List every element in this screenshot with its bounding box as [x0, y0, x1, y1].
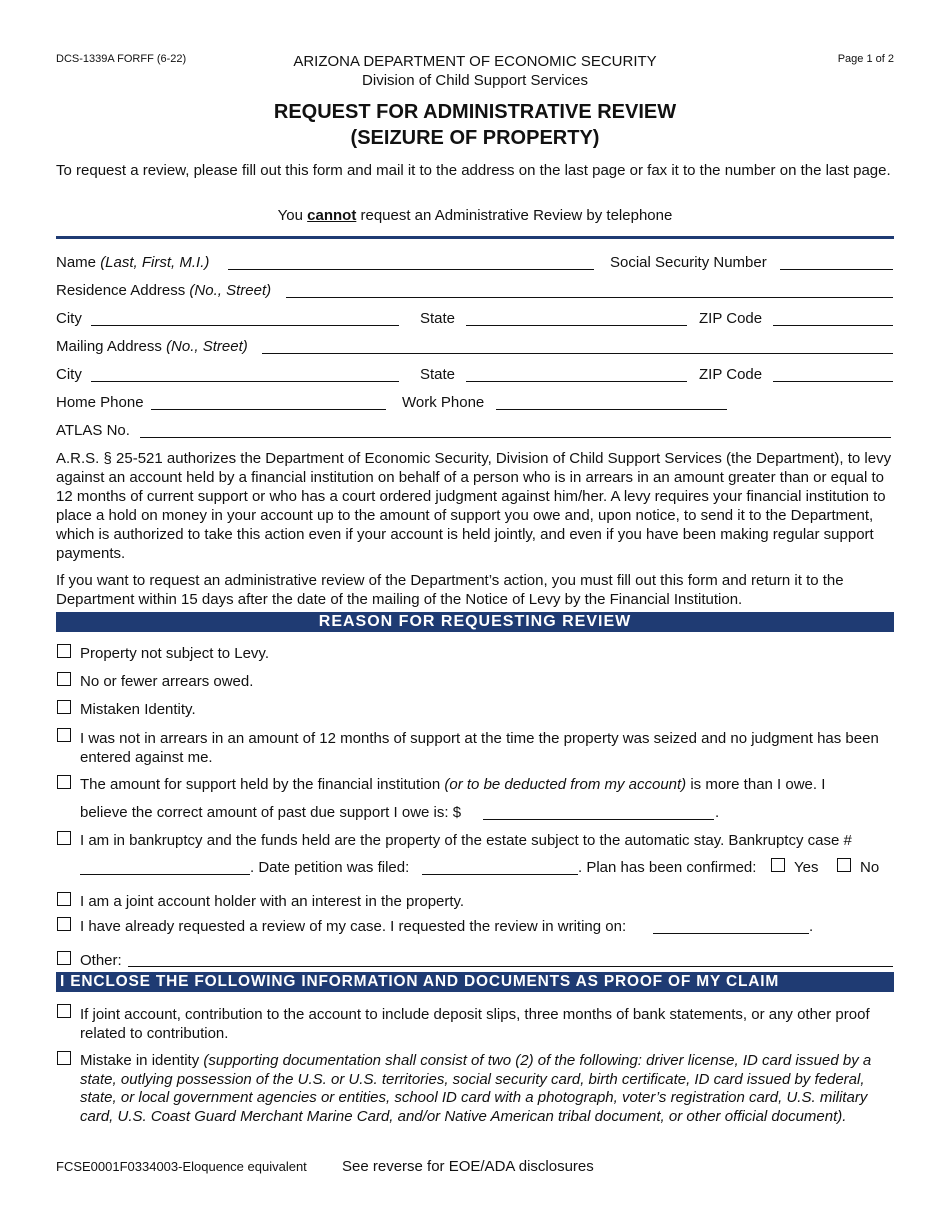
residence-city-field[interactable]: [91, 325, 399, 326]
enclose-heading: I ENCLOSE THE FOLLOWING INFORMATION AND DOCUMENTS AS PROOF OF MY CLAIM: [56, 972, 894, 992]
checkbox-not-subject[interactable]: [57, 644, 71, 658]
checkbox-already-requested[interactable]: [57, 917, 71, 931]
correct-amount-field[interactable]: [483, 819, 714, 820]
period: .: [715, 804, 720, 821]
period: .: [809, 918, 814, 935]
divider: [56, 236, 894, 239]
page-title: REQUEST FOR ADMINISTRATIVE REVIEW: [273, 101, 677, 123]
checkbox-bankruptcy[interactable]: [57, 831, 71, 845]
state-label: State: [420, 366, 456, 383]
page-subtitle: (SEIZURE OF PROPERTY): [350, 127, 600, 149]
work-phone-field[interactable]: [496, 409, 727, 410]
reason-label: believe the correct amount of past due support I owe is: $: [80, 804, 462, 821]
page-number: Page 1 of 2: [837, 53, 894, 65]
reason-label: Other:: [80, 952, 122, 969]
reason-label: I have already requested a review of my case. I requested the review in writing on:: [80, 918, 627, 935]
work-phone-label: Work Phone: [402, 394, 485, 411]
checkbox-amount-exceeds[interactable]: [57, 775, 71, 789]
no-label: No: [860, 859, 880, 876]
checkbox-plan-no[interactable]: [837, 858, 851, 872]
name-field[interactable]: [228, 269, 594, 270]
footer-note: See reverse for EOE/ADA disclosures: [342, 1158, 594, 1175]
reason-label: I am a joint account holder with an interest in the property.: [80, 893, 465, 910]
reason-label: I was not in arrears in an amount of 12 months of support at the time the property was seized and no judgment has been entered against me.: [80, 730, 879, 766]
reason-label: Mistaken Identity.: [80, 701, 196, 718]
mailing-label: Mailing Address (No., Street): [56, 338, 248, 355]
reason-label: Property not subject to Levy.: [80, 645, 269, 662]
enclose-label: If joint account, contribution to the account to include deposit slips, three months of bank statements, or any other proof related to contribution.: [80, 1006, 870, 1042]
reason-label: The amount for support held by the financial institution (or to be deducted from my account) is more than I owe. I: [80, 776, 826, 793]
ssn-field[interactable]: [780, 269, 893, 270]
footer-code: FCSE0001F0334003-Eloquence equivalent: [56, 1159, 307, 1174]
division-name: Division of Child Support Services: [362, 72, 588, 89]
other-field[interactable]: [128, 966, 893, 967]
state-label: State: [420, 310, 456, 327]
reasons-heading: REASON FOR REQUESTING REVIEW: [56, 612, 894, 632]
residence-address-field[interactable]: [286, 297, 893, 298]
mailing-city-field[interactable]: [91, 381, 399, 382]
enclose-label: Mistake in identity (supporting documentation shall consist of two (2) of the following: driver license, ID card issued by a state, outlying possession of the U.S. or U.S. territories, social security card, birth certificate, ID card issued by federal, state, or local government agencies or entities, school ID card with a photograph, voter’s registration card, U.S. military card, U.S. Coast Guard Merchant Marine Card, and/or Native American tribal document, or other official document).: [80, 1052, 872, 1125]
checkbox-not-in-arrears[interactable]: [57, 728, 71, 742]
checkbox-joint-holder[interactable]: [57, 892, 71, 906]
date-filed-label: . Date petition was filed:: [250, 859, 410, 876]
form-number: DCS-1339A FORFF (6-22): [56, 53, 187, 65]
statute-paragraph: A.R.S. § 25-521 authorizes the Department of Economic Security, Division of Child Support Services (the Department), to levy against an account held by a financial institution on behalf of a person who is in arrears in an amount greater than or equal to 12 months of current support or who has a court ordered judgment against him/her. A levy requires your financial institution to place a hold on money in your account up to the amount of support you owe and, upon notice, to send it to the Department, which is authorized to take this action even if your account is held jointly, and even if you have been making regular support payments.: [56, 450, 892, 562]
name-label: Name (Last, First, M.I.): [56, 254, 210, 271]
zip-label: ZIP Code: [699, 366, 763, 383]
phone-notice: You cannot request an Administrative Review by telephone: [277, 207, 673, 224]
zip-label: ZIP Code: [699, 310, 763, 327]
review-paragraph: If you want to request an administrative review of the Department’s action, you must fill out this form and return it to the Department within 15 days after the date of the mailing of the Notice of Levy by the Financial Institution.: [56, 572, 844, 608]
residence-label: Residence Address (No., Street): [56, 282, 272, 299]
ssn-label: Social Security Number: [610, 254, 767, 271]
yes-label: Yes: [794, 859, 819, 876]
reason-label: No or fewer arrears owed.: [80, 673, 254, 690]
intro-text: To request a review, please fill out this form and mail it to the address on the last page or fax it to the number on the last page.: [56, 162, 891, 179]
mailing-zip-field[interactable]: [773, 381, 893, 382]
bankruptcy-case-field[interactable]: [80, 874, 250, 875]
checkbox-fewer-arrears[interactable]: [57, 672, 71, 686]
home-phone-field[interactable]: [151, 409, 386, 410]
checkbox-mistaken-identity[interactable]: [57, 700, 71, 714]
checkbox-identity-docs[interactable]: [57, 1051, 71, 1065]
city-label: City: [56, 366, 82, 383]
checkbox-joint-contribution[interactable]: [57, 1004, 71, 1018]
mailing-address-field[interactable]: [262, 353, 893, 354]
checkbox-other[interactable]: [57, 951, 71, 965]
residence-state-field[interactable]: [466, 325, 687, 326]
plan-confirmed-label: . Plan has been confirmed:: [578, 859, 757, 876]
residence-zip-field[interactable]: [773, 325, 893, 326]
mailing-state-field[interactable]: [466, 381, 687, 382]
home-phone-label: Home Phone: [56, 394, 144, 411]
checkbox-plan-yes[interactable]: [771, 858, 785, 872]
reason-label: I am in bankruptcy and the funds held are the property of the estate subject to the automatic stay. Bankruptcy case #: [80, 832, 852, 849]
agency-name: ARIZONA DEPARTMENT OF ECONOMIC SECURITY: [293, 53, 657, 70]
request-date-field[interactable]: [653, 933, 809, 934]
date-filed-field[interactable]: [422, 874, 578, 875]
atlas-label: ATLAS No.: [56, 422, 130, 439]
atlas-field[interactable]: [140, 437, 891, 438]
city-label: City: [56, 310, 82, 327]
